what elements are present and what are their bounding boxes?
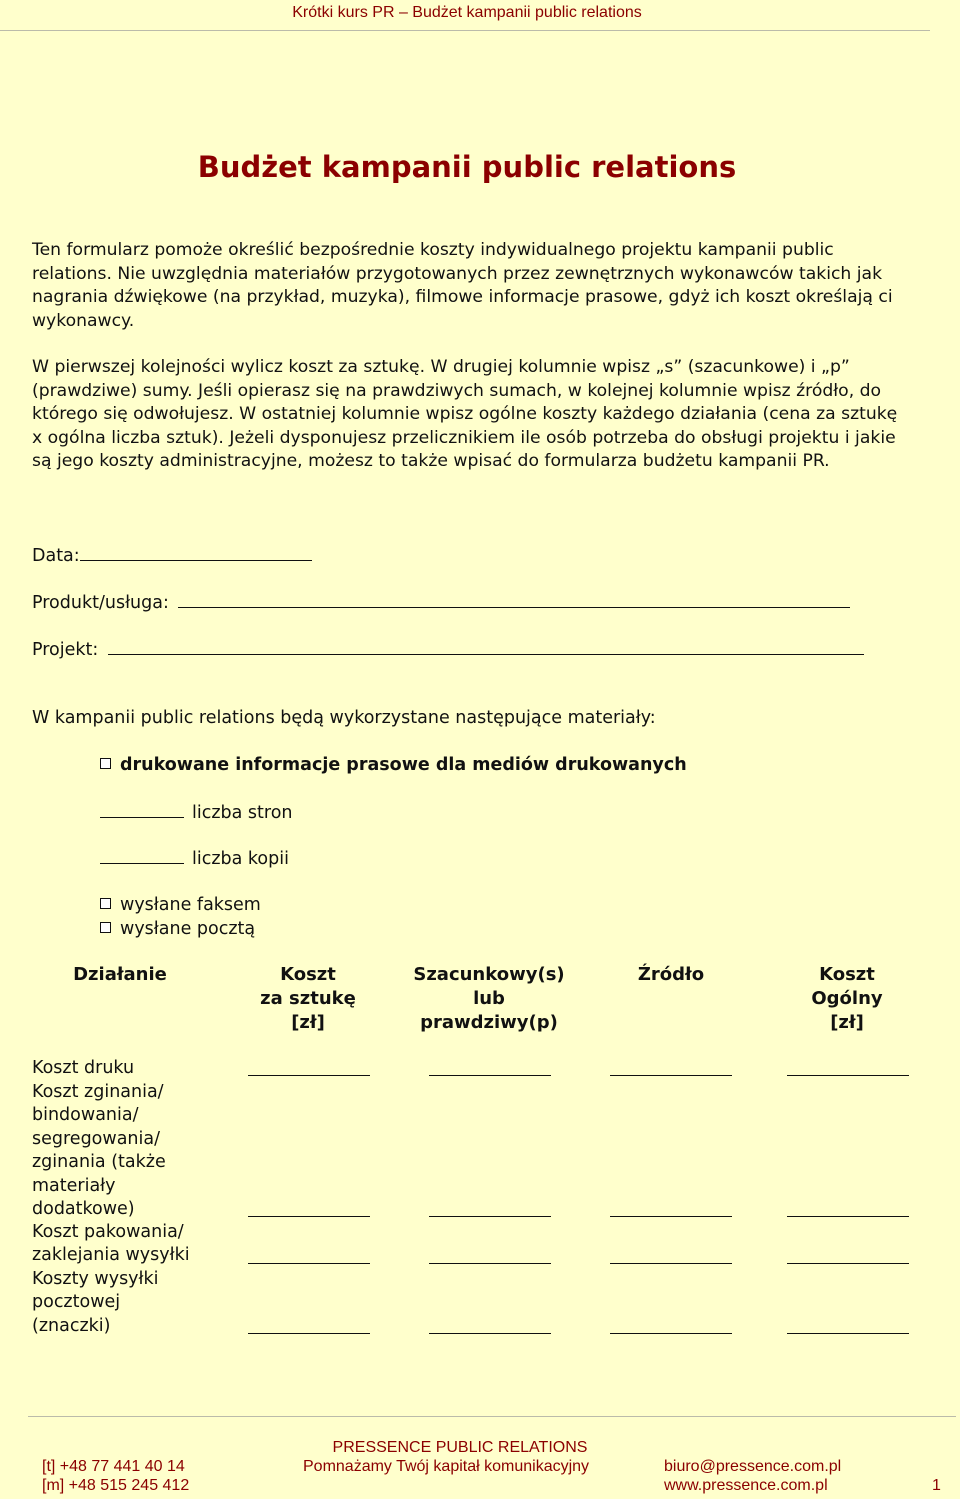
estimate-input[interactable]: [429, 1075, 551, 1076]
product-field[interactable]: [32, 590, 850, 615]
mail-option[interactable]: [100, 917, 255, 941]
row-label-packing: Koszt pakowania/ zaklejania wysyłki: [32, 1222, 190, 1266]
source-input[interactable]: [610, 1263, 732, 1264]
copies-count-label: liczba kopii: [192, 849, 289, 869]
date-label: Data:: [32, 546, 80, 566]
total-cost-input[interactable]: [787, 1263, 909, 1264]
pages-count-field[interactable]: [100, 800, 293, 825]
footer-email[interactable]: biuro@pressence.com.pl: [664, 1458, 842, 1475]
estimate-input[interactable]: [429, 1216, 551, 1217]
row-label-binding: Koszt zginania/ bindowania/ segregowania/ zginania (także materiały dodatkowe): [32, 1082, 166, 1220]
total-cost-input[interactable]: [787, 1216, 909, 1217]
header-divider: [0, 30, 930, 31]
product-input[interactable]: [178, 590, 850, 608]
header-line: Ogólny: [811, 988, 883, 1009]
column-header-unit-cost: [233, 963, 383, 1035]
header-line: Szacunkowy(s): [413, 964, 565, 985]
instructions-paragraph: W pierwszej kolejności wylicz koszt za sztukę. W drugiej kolumnie wpisz „s” (szacunkowe) i „p” (prawdziwe) sumy. Jeśli opierasz się na prawdziwych sumach, w kolejnej kolumnie wpisz źródło, do którego się odwołujesz. W ostatniej kolumnie wpisz ogólne koszty każdego działania (cena za sztukę x ogólna liczba sztuk). Jeżeli dysponujesz przelicznikiem ile osób potrzeba do obsługi projektu i jakie są jego koszty administracyjne, możesz to także wpisać do formularza budżetu kampanii PR.: [32, 357, 898, 471]
row-label-postage: Koszty wysyłki pocztowej (znaczki): [32, 1269, 159, 1336]
header-line: [zł]: [291, 1012, 325, 1033]
row-label-printing: Koszt druku: [32, 1058, 135, 1078]
materials-intro: W kampanii public relations będą wykorzystane następujące materiały:: [32, 708, 656, 728]
date-input[interactable]: [80, 543, 312, 561]
column-header-total: [772, 963, 922, 1035]
running-header: Krótki kurs PR – Budżet kampanii public relations: [292, 4, 642, 21]
column-header-source: Źródło: [637, 964, 705, 985]
product-label: Produkt/usługa:: [32, 593, 169, 613]
mail-label: wysłane pocztą: [120, 919, 256, 939]
printed-materials-label: drukowane informacje prasowe dla mediów drukowanych: [120, 755, 687, 775]
unit-cost-input[interactable]: [248, 1263, 370, 1264]
project-label: Projekt:: [32, 640, 99, 660]
checkbox-icon[interactable]: [100, 922, 111, 933]
date-field[interactable]: [32, 543, 312, 568]
unit-cost-input[interactable]: [248, 1333, 370, 1334]
printed-materials-option[interactable]: [100, 753, 687, 777]
header-line: [zł]: [830, 1012, 864, 1033]
header-line: prawdziwy(p): [420, 1012, 558, 1033]
copies-count-input[interactable]: [100, 846, 184, 864]
project-field[interactable]: [32, 637, 864, 662]
header-line: Koszt: [819, 964, 875, 985]
intro-paragraph: Ten formularz pomoże określić bezpośrednie koszty indywidualnego projektu kampanii public relations. Nie uwzględnia materiałów przygotowanych przez zewnętrznych wykonawców takich jak nagrania dźwiękowe (na przykład, muzyka), filmowe informacje prasowe, gdyż ich koszt określają ci wykonawcy.: [32, 240, 893, 331]
fax-label: wysłane faksem: [120, 895, 261, 915]
fax-option[interactable]: [100, 893, 261, 917]
column-header-action: Działanie: [73, 964, 167, 985]
unit-cost-input[interactable]: [248, 1075, 370, 1076]
page-title: Budżet kampanii public relations: [197, 150, 737, 184]
copies-count-field[interactable]: [100, 846, 289, 871]
pages-count-input[interactable]: [100, 800, 184, 818]
pages-count-label: liczba stron: [192, 803, 293, 823]
project-input[interactable]: [108, 637, 864, 655]
source-input[interactable]: [610, 1075, 732, 1076]
checkbox-icon[interactable]: [100, 758, 111, 769]
header-line: Koszt: [280, 964, 336, 985]
source-input[interactable]: [610, 1333, 732, 1334]
total-cost-input[interactable]: [787, 1333, 909, 1334]
footer-mobile: [m] +48 515 245 412: [42, 1477, 190, 1494]
footer-tagline: Pomnażamy Twój kapitał komunikacyjny: [303, 1458, 590, 1475]
estimate-input[interactable]: [429, 1263, 551, 1264]
header-line: za sztukę: [260, 988, 356, 1009]
footer-phone: [t] +48 77 441 40 14: [42, 1458, 185, 1475]
total-cost-input[interactable]: [787, 1075, 909, 1076]
footer-website[interactable]: www.pressence.com.pl: [664, 1477, 828, 1494]
source-input[interactable]: [610, 1216, 732, 1217]
column-header-estimate: [396, 963, 582, 1035]
footer-divider: [28, 1416, 956, 1417]
footer-company: PRESSENCE PUBLIC RELATIONS: [332, 1439, 588, 1456]
unit-cost-input[interactable]: [248, 1216, 370, 1217]
checkbox-icon[interactable]: [100, 898, 111, 909]
estimate-input[interactable]: [429, 1333, 551, 1334]
page-number: 1: [932, 1477, 941, 1494]
header-line: lub: [473, 988, 505, 1009]
